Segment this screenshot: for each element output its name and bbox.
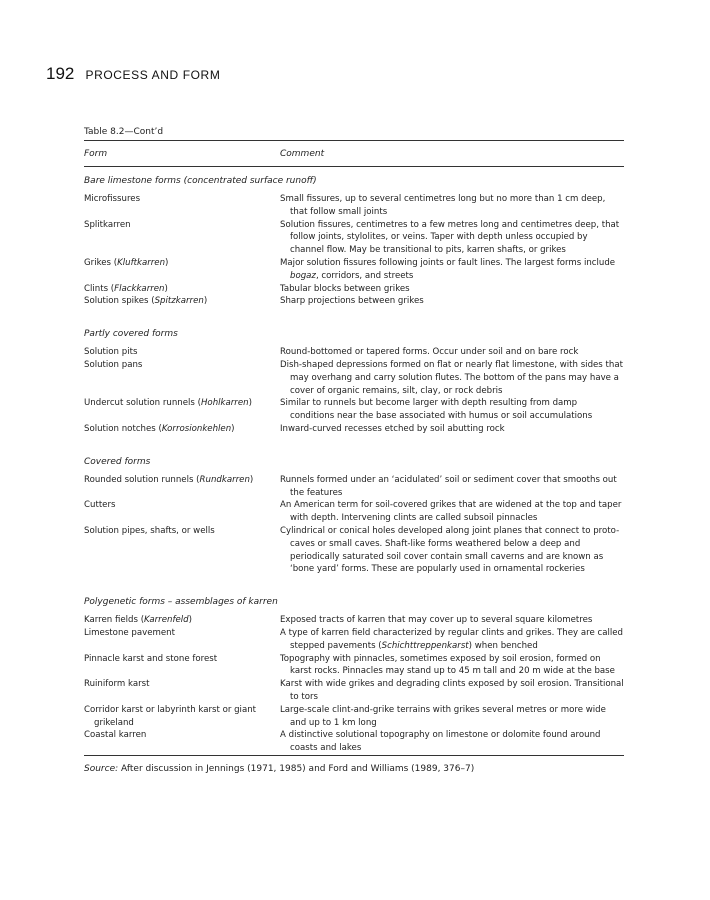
table-row (84, 346, 624, 359)
cell-comment: Dish-shaped depressions formed on flat or nearly flat limestone, with sides that may overhang and carry solution flutes. The bottom of the pans may have a cover of organic remains, silt, clay, or rock debris (280, 359, 623, 396)
table-row (84, 283, 624, 296)
table-caption: Table 8.2—Cont’d (84, 127, 164, 137)
cell-form: Grikes (Kluftkarren) (84, 257, 169, 268)
cell-comment: Similar to runnels but become larger with depth resulting from damp conditions near the base associated with humus or soil accumulations (280, 398, 593, 422)
table-row (84, 474, 624, 500)
cell-comment: Tabular blocks between grikes (280, 283, 410, 294)
cell-comment: Cylindrical or conical holes developed along joint planes that connect to proto-caves or small caves. Shaft-like forms weathered below a deep and periodically saturated soil cover contain small caverns and are known as ‘bone yard’ forms. These are popularly used in ornamental rockeries (280, 525, 620, 575)
cell-form: Pinnacle karst and stone forest (84, 653, 218, 664)
cell-comment: Runnels formed under an ‘acidulated’ soil or sediment cover that smooths out the features (280, 474, 617, 498)
table-row (84, 704, 624, 730)
section-gap (84, 436, 624, 448)
cell-comment: Large-scale clint-and-grike terrains with grikes several metres or more wide and up to 1 km long (280, 704, 606, 728)
table (84, 124, 624, 776)
cell-form: Solution spikes (Spitzkarren) (84, 296, 208, 307)
column-header-comment: Comment (280, 148, 325, 159)
cell-form: Splitkarren (84, 219, 131, 230)
cell-comment: Inward-curved recesses etched by soil abutting rock (280, 423, 505, 434)
section-gap (84, 308, 624, 320)
table-row (84, 295, 624, 308)
page-header (46, 64, 220, 84)
table-row (84, 219, 624, 257)
table-row (84, 499, 624, 525)
cell-comment: A distinctive solutional topography on limestone or dolomite found around coasts and lakes (280, 730, 601, 754)
cell-form: Coastal karren (84, 730, 147, 741)
cell-form: Karren fields (Karrenfeld) (84, 615, 192, 626)
table-row (84, 525, 624, 576)
table-row (84, 193, 624, 219)
cell-comment: Exposed tracts of karren that may cover up to several square kilometres (280, 615, 593, 626)
cell-form: Undercut solution runnels (Hohlkarren) (84, 398, 252, 409)
cell-form: Solution pits (84, 347, 138, 358)
cell-comment: Round-bottomed or tapered forms. Occur under soil and on bare rock (280, 347, 579, 358)
table-bottom-rule (84, 755, 624, 756)
column-header-form: Form (84, 148, 108, 159)
cell-form: Microfissures (84, 194, 141, 204)
cell-comment: Karst with wide grikes and degrading clints exposed by soil erosion. Transitional to tors (280, 679, 624, 702)
cell-form: Ruiniform karst (84, 679, 150, 690)
table-row (84, 397, 624, 423)
page-number: 192 (46, 64, 75, 83)
cell-comment: Solution fissures, centimetres to a few metres long and centimetres deep, that follow joints, stylolites, or veins. Taper with depth unless occupied by channel flow. May be transitional to pits, karren shafts, or grikes (280, 219, 620, 256)
cell-comment: Topography with pinnacles, sometimes exposed by soil erosion, formed on karst rocks. Pinnacles may stand up to 45 m tall and 20 m wide at the base (280, 653, 615, 677)
source-label: Source: (84, 763, 119, 774)
cell-form: Rounded solution runnels (Rundkarren) (84, 474, 254, 485)
section-title: Partly covered forms (84, 329, 178, 340)
cell-form: Solution pans (84, 359, 143, 370)
table-column-headers (84, 141, 624, 166)
cell-form: Limestone pavement (84, 627, 175, 638)
table-row (84, 614, 624, 627)
cell-form: Cutters (84, 500, 116, 511)
running-title: PROCESS AND FORM (85, 68, 221, 82)
table-row (84, 729, 624, 755)
table-row (84, 359, 624, 397)
section-title: Polygenetic forms – assemblages of karren (84, 597, 278, 608)
table-row (84, 423, 624, 436)
cell-comment: Major solution fissures following joints or fault lines. The largest forms include bogaz, corridors, and streets (280, 257, 616, 281)
section-gap (84, 576, 624, 588)
cell-form: Solution notches (Korrosionkehlen) (84, 423, 235, 434)
table-row (84, 678, 624, 704)
table-row (84, 627, 624, 653)
table-source-note (84, 762, 624, 776)
table-body (84, 167, 624, 755)
table-row (84, 257, 624, 283)
cell-form: Clints (Flackkarren) (84, 283, 168, 294)
table-row (84, 653, 624, 679)
section-title: Bare limestone forms (concentrated surface runoff) (84, 176, 317, 186)
cell-comment: Sharp projections between grikes (280, 296, 424, 307)
cell-comment: Small fissures, up to several centimetres long but no more than 1 cm deep, that follow small joints (280, 194, 606, 217)
cell-comment: A type of karren field characterized by regular clints and grikes. They are called stepped pavements (Schichttreppenkarst) when benched (280, 627, 623, 651)
source-text: After discussion in Jennings (1971, 1985) and Ford and Williams (1989, 376–7) (121, 763, 475, 774)
section-title: Covered forms (84, 456, 151, 467)
cell-form: Solution pipes, shafts, or wells (84, 525, 215, 536)
cell-form: Corridor karst or labyrinth karst or giant grikeland (84, 704, 257, 728)
cell-comment: An American term for soil-covered grikes that are widened at the top and taper with depth. Intervening clints are called subsoil pinnacles (280, 500, 622, 524)
